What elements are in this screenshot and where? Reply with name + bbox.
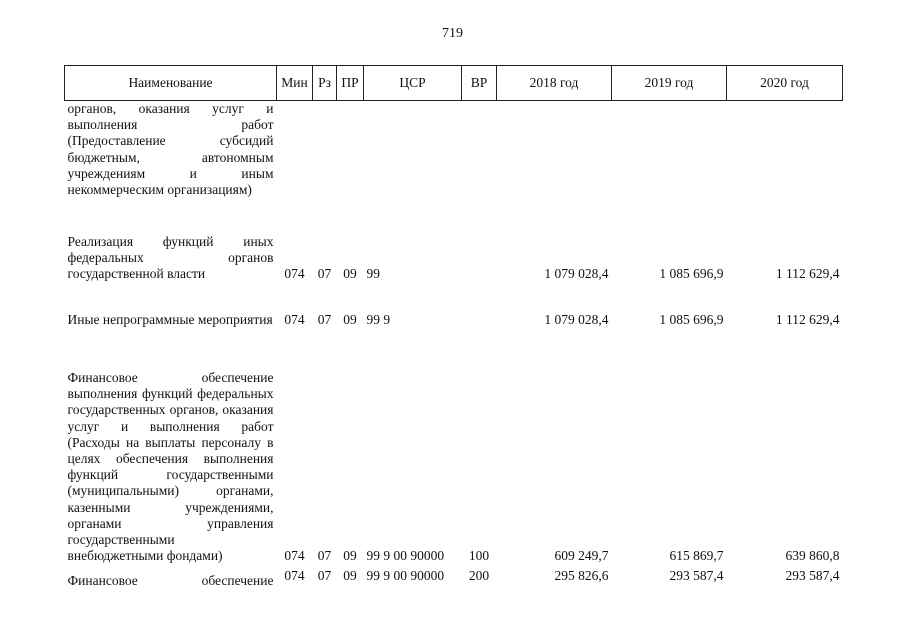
column-header-2018: 2018 год (497, 66, 612, 101)
row-rz: 07 (317, 266, 332, 282)
row-min: 074 (284, 567, 305, 583)
row-name: органов, оказания услуг и выполнения работ (Предоставление субсидий бюджетным, автономным учреждениям и иным некоммерческим организациям) (67, 101, 274, 198)
row-pr: 09 (343, 567, 357, 583)
row-min (277, 101, 313, 217)
row-2020: 293 587,4 (785, 567, 840, 583)
row-2018 (497, 101, 612, 217)
page-number: 719 (442, 26, 463, 41)
row-2018: 609 249,7 (554, 548, 609, 564)
row-vr (462, 217, 497, 283)
row-2019: 1 085 696,9 (659, 312, 724, 328)
row-pr: 09 (343, 312, 357, 328)
column-header-2020: 2020 год (727, 66, 843, 101)
row-2018: 295 826,6 (554, 567, 609, 583)
row-vr: 200 (468, 567, 490, 583)
row-csr: 99 (366, 266, 380, 282)
column-header-name: Наименование (65, 66, 277, 101)
table-header-row (65, 66, 843, 101)
table-row (65, 283, 843, 329)
row-name: Финансовое обеспечение (67, 572, 274, 588)
row-csr: 99 9 00 90000 (366, 567, 445, 583)
table-row (65, 329, 843, 565)
row-rz: 07 (317, 567, 332, 583)
row-vr (462, 101, 497, 217)
row-2018: 1 079 028,4 (544, 312, 609, 328)
row-name: Иные непрограммные мероприятия (67, 312, 273, 328)
table-row (65, 217, 843, 283)
column-header-2019: 2019 год (612, 66, 727, 101)
row-min: 074 (284, 266, 305, 282)
row-rz: 07 (317, 548, 332, 564)
row-pr: 09 (343, 548, 357, 564)
table-row (65, 565, 843, 595)
row-2019: 615 869,7 (669, 548, 724, 564)
row-csr: 99 9 (366, 312, 391, 328)
row-vr (462, 283, 497, 329)
row-csr: 99 9 00 90000 (366, 548, 445, 564)
row-rz: 07 (317, 312, 332, 328)
budget-table (64, 65, 843, 595)
row-2019 (612, 101, 727, 217)
row-min: 074 (284, 312, 305, 328)
row-pr: 09 (343, 266, 357, 282)
column-header-min: Мин (277, 66, 313, 101)
row-name: Реализация функций иных федеральных органов государственной власти (67, 233, 274, 282)
column-header-csr: ЦСР (364, 66, 462, 101)
row-2020: 639 860,8 (785, 548, 840, 564)
row-rz (313, 101, 337, 217)
row-2019: 293 587,4 (669, 567, 724, 583)
table-row (65, 101, 843, 217)
row-name: Финансовое обеспечение выполнения функций федеральных государственных органов, оказания услуг и выполнения работ (Расходы на выплаты персоналу в целях обеспечения выполнения функций государственными (муниципальными) органами, казенными учреждениями, органами управления государственными внебюджетными фондами) (67, 370, 274, 564)
row-2020: 1 112 629,4 (775, 312, 840, 328)
column-header-pr: ПР (337, 66, 364, 101)
row-2020: 1 112 629,4 (775, 266, 840, 282)
row-pr (337, 101, 364, 217)
row-min: 074 (284, 548, 305, 564)
row-2020 (727, 101, 843, 217)
row-vr: 100 (468, 548, 490, 564)
row-2018: 1 079 028,4 (544, 266, 609, 282)
column-header-vr: ВР (462, 66, 497, 101)
column-header-rz: Рз (313, 66, 337, 101)
row-csr (364, 101, 462, 217)
row-2019: 1 085 696,9 (659, 266, 724, 282)
